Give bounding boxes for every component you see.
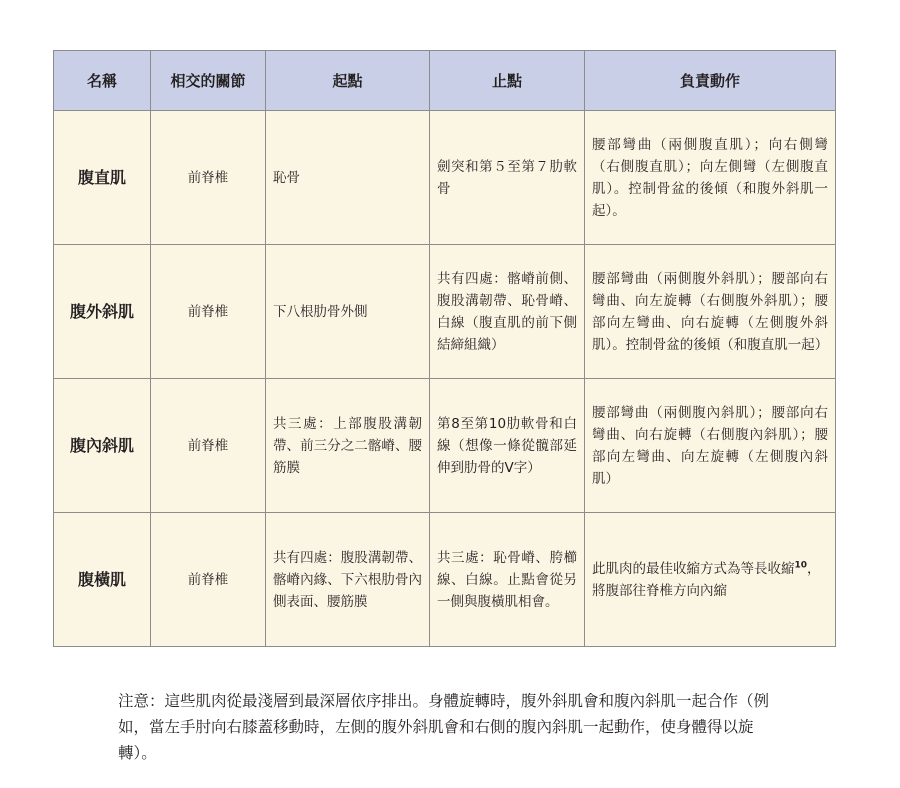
table-row [54,513,836,647]
muscle-name: 腹橫肌 [54,513,151,647]
joint-cell: 前脊椎 [151,513,266,647]
action-text-tail: ，將腹部往脊椎方向內縮 [592,560,821,599]
footnote-note: 注意：這些肌肉從最淺層到最深層依序排出。身體旋轉時，腹外斜肌會和腹內斜肌一起合作（例如，當左手肘向右膝蓋移動時，左側的腹外斜肌會和右側的腹內斜肌一起動作，使身體得以旋轉）。 [118,691,770,762]
insertion-cell: 共三處：恥骨嵴、胯櫛線、白線。止點會從另一側與腹橫肌相會。 [430,513,585,647]
insertion-cell: 第8至第10肋軟骨和白線（想像一條從髖部延伸到肋骨的V字） [430,379,585,513]
insertion-cell: 共有四處：髂嵴前側、腹股溝韌帶、恥骨嵴、白線（腹直肌的前下側結締組織） [430,245,585,379]
header-name: 名稱 [54,51,151,111]
table-header-row [54,51,836,111]
joint-cell: 前脊椎 [151,379,266,513]
footnote-ref: 10 [794,560,808,570]
action-text: 腰部彎曲（兩側腹直肌）；向右側彎（右側腹直肌）；向左側彎（左側腹直肌）。控制骨盆的後傾（和腹外斜肌一起）。 [592,136,828,219]
action-cell [585,379,836,513]
action-cell [585,111,836,245]
action-text: 腰部彎曲（兩側腹外斜肌）；腰部向右彎曲、向左旋轉（右側腹外斜肌）；腰部向左彎曲、向右旋轉（左側腹外斜肌）。控制骨盆的後傾（和腹直肌一起） [592,270,829,353]
joint-cell: 前脊椎 [151,111,266,245]
table-row [54,379,836,513]
origin-cell: 共三處：上部腹股溝韌帶、前三分之二髂嵴、腰筋膜 [266,379,430,513]
origin-cell: 恥骨 [266,111,430,245]
origin-cell: 下八根肋骨外側 [266,245,430,379]
muscle-name: 腹外斜肌 [54,245,151,379]
muscle-table [53,50,836,647]
insertion-cell: 劍突和第５至第７肋軟骨 [430,111,585,245]
header-insertion: 止點 [430,51,585,111]
table-row [54,111,836,245]
action-text: 此肌肉的最佳收縮方式為等長收縮 [592,560,795,577]
header-joint: 相交的關節 [151,51,266,111]
action-cell [585,245,836,379]
table-row [54,245,836,379]
muscle-name: 腹內斜肌 [54,379,151,513]
muscle-name: 腹直肌 [54,111,151,245]
action-cell [585,513,836,647]
joint-cell: 前脊椎 [151,245,266,379]
header-origin: 起點 [266,51,430,111]
origin-cell: 共有四處：腹股溝韌帶、髂嵴內緣、下六根肋骨內側表面、腰筋膜 [266,513,430,647]
action-text: 腰部彎曲（兩側腹內斜肌）；腰部向右彎曲、向右旋轉（右側腹內斜肌）；腰部向左彎曲、向左旋轉（左側腹內斜肌） [592,404,828,487]
header-action: 負責動作 [585,51,836,111]
